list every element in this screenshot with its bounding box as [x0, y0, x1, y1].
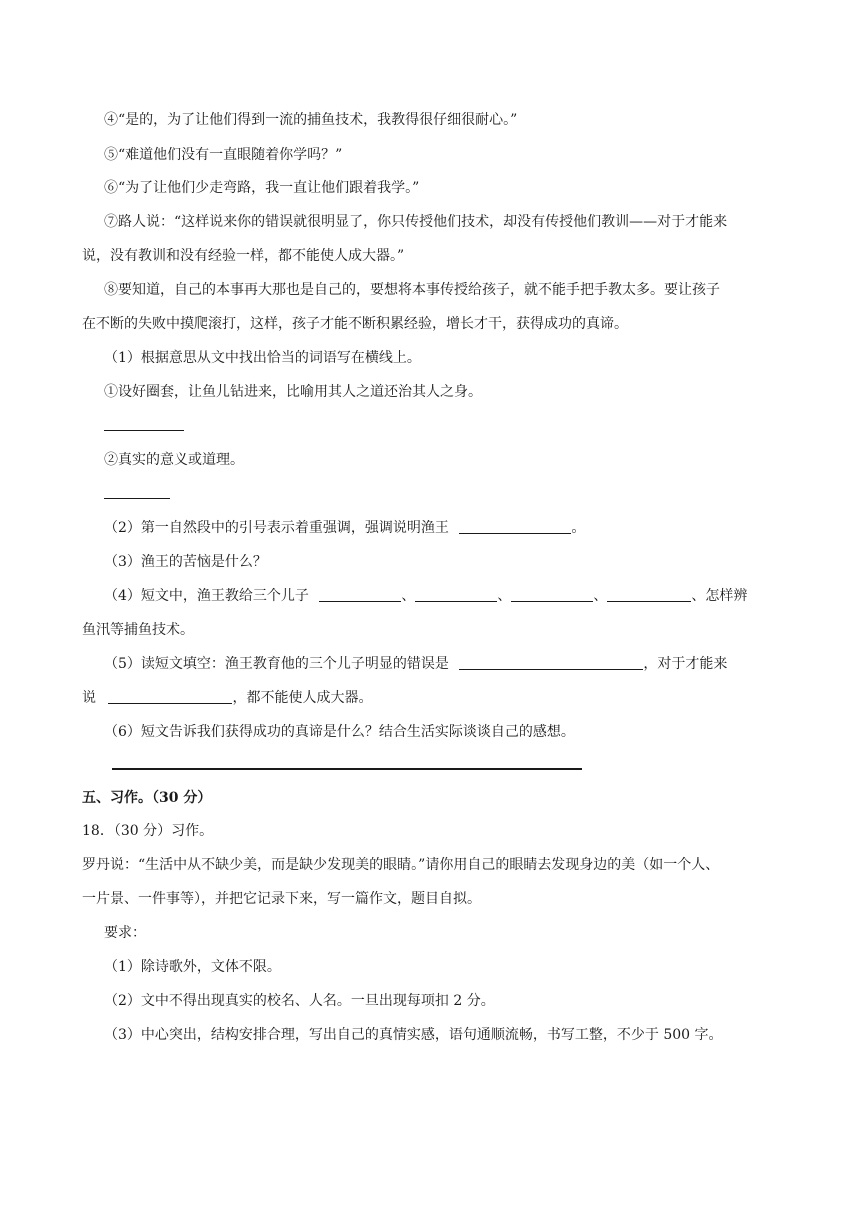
question-5-line-2: [82, 688, 372, 708]
question-4-tail: 、怎样辨: [691, 588, 748, 604]
paragraph-7-line-2: 说，没有教训和没有经验一样，都不能使人成大器。”: [82, 248, 405, 264]
question-2: [104, 518, 585, 538]
question-1-stem: （1）根据意思从文中找出恰当的词语写在横线上。: [104, 350, 421, 366]
question-1-item-b: ②真实的意义或道理。: [104, 452, 244, 468]
paragraph-6: ⑥“为了让他们少走弯路，我一直让他们跟着我学。”: [104, 180, 420, 196]
question-2-text: （2）第一自然段中的引号表示着重强调，强调说明渔王: [104, 520, 449, 536]
requirement-2: （2）文中不得出现真实的校名、人名。一旦出现每项扣 2 分。: [104, 993, 495, 1009]
writing-prompt-line-1: 罗丹说：“生活中从不缺少美，而是缺少发现美的眼睛。”请你用自己的眼睛去发现身边的美（如一个人、: [82, 857, 720, 873]
answer-blank-1b[interactable]: [104, 484, 170, 499]
question-5-line-2-end: ，都不能使人成大器。: [232, 690, 373, 706]
answer-blank-5a[interactable]: [459, 655, 643, 670]
question-5-mid: ，对于才能来: [643, 656, 728, 672]
answer-blank-2[interactable]: [459, 519, 571, 534]
question-1-item-a: ①设好圈套，让鱼儿钻进来，比喻用其人之道还治其人之身。: [104, 384, 482, 400]
paragraph-7-line-1: ⑦路人说：“这样说来你的错误就很明显了，你只传授他们技术，却没有传授他们教训——对于才能来: [104, 214, 728, 230]
separator: 、: [401, 588, 416, 604]
question-5-text: （5）读短文填空：渔王教育他的三个儿子明显的错误是: [104, 656, 449, 672]
paragraph-8-line-2: 在不断的失败中摸爬滚打，这样，孩子才能不断积累经验，增长才干，获得成功的真谛。: [82, 316, 628, 332]
question-2-end: 。: [571, 520, 586, 536]
answer-blank-4a[interactable]: [319, 587, 401, 602]
question-3: （3）渔王的苦恼是什么？: [104, 554, 267, 570]
question-4-text: （4）短文中，渔王教给三个儿子: [104, 588, 309, 604]
requirement-1: （1）除诗歌外，文体不限。: [104, 959, 281, 975]
answer-blank-5b[interactable]: [108, 689, 232, 704]
question-4-line-2: 鱼汛等捕鱼技术。: [82, 622, 194, 638]
paragraph-4: ④“是的，为了让他们得到一流的捕鱼技术，我教得很仔细很耐心。”: [104, 112, 518, 128]
question-18-title: 18．（30 分）习作。: [82, 823, 214, 839]
separator: 、: [593, 588, 608, 604]
answer-blank-4d[interactable]: [607, 587, 691, 602]
section-5-heading: 五、习作。（30 分）: [82, 790, 212, 806]
answer-blank-1a[interactable]: [104, 416, 184, 431]
answer-blank-4c[interactable]: [511, 587, 593, 602]
paragraph-5: ⑤“难道他们没有一直眼随着你学吗？”: [104, 147, 343, 163]
paragraph-8-line-1: ⑧要知道，自己的本事再大那也是自己的，要想将本事传授给孩子，就不能手把手教太多。要让孩子: [104, 282, 720, 298]
question-5-line-2-start: 说: [82, 690, 96, 706]
question-5: [104, 654, 727, 674]
question-4: [104, 586, 747, 606]
separator: 、: [497, 588, 512, 604]
answer-line-6[interactable]: [112, 768, 582, 770]
requirements-label: 要求：: [104, 925, 146, 941]
writing-prompt-line-2: 一片景、一件事等），并把它记录下来，写一篇作文，题目自拟。: [82, 891, 481, 907]
question-6: （6）短文告诉我们获得成功的真谛是什么？结合生活实际谈谈自己的感想。: [104, 724, 575, 740]
requirement-3: （3）中心突出，结构安排合理，写出自己的真情实感，语句通顺流畅，书写工整，不少于 500 字。: [104, 1027, 723, 1043]
answer-blank-4b[interactable]: [415, 587, 497, 602]
